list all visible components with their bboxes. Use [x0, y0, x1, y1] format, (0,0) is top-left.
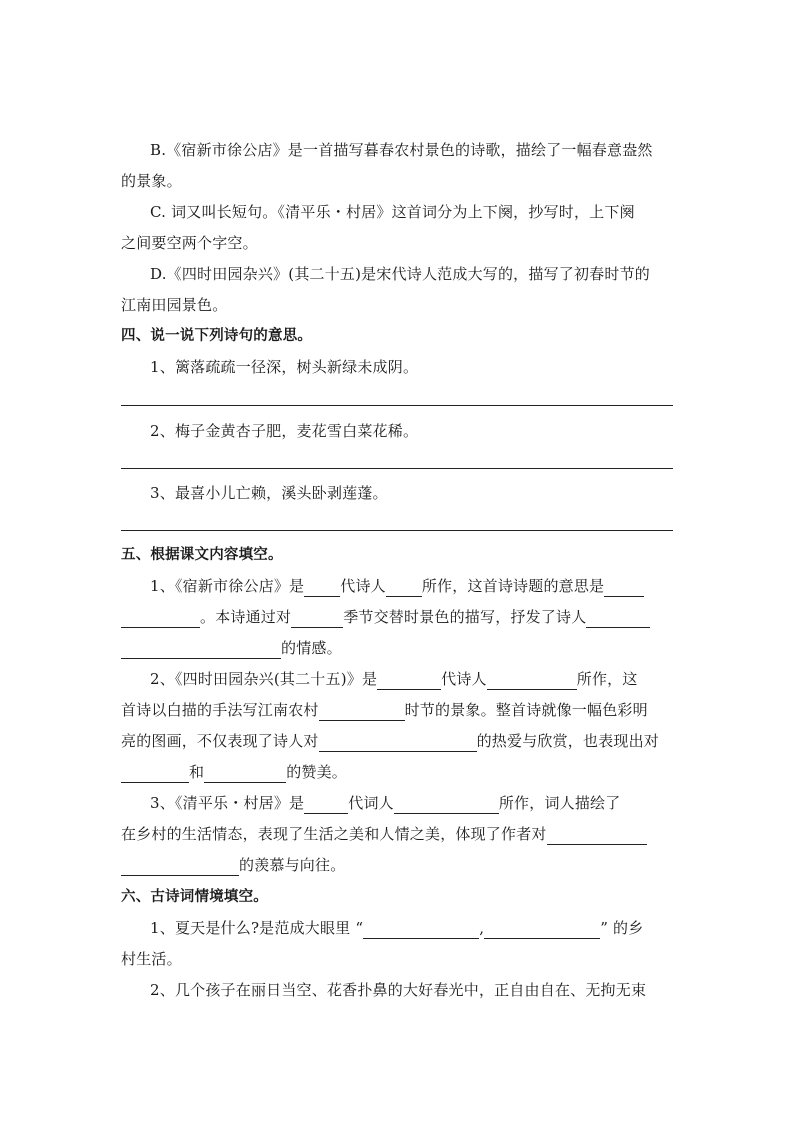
fill-blank[interactable]	[487, 671, 577, 690]
text: 的赞美。	[286, 763, 348, 781]
text: ,	[479, 919, 485, 937]
option-c-line-1: C. 词又叫长短句。《清平乐・村居》这首词分为上下阕，抄写时，上下阕	[150, 203, 635, 221]
text: 的情感。	[281, 639, 342, 657]
fill-blank[interactable]	[484, 920, 600, 939]
section-4-heading: 四、说一说下列诗句的意思。	[121, 327, 313, 344]
section-5-q1-line-1	[150, 575, 644, 597]
fill-blank[interactable]	[204, 764, 286, 783]
text: 在乡村的生活情态，表现了生活之美和人情之美，体现了作者对	[121, 825, 547, 843]
option-d-line-1: D.《四时田园杂兴》(其二十五)是宋代诗人范成大写的，描写了初春时节的	[150, 265, 650, 283]
fill-blank[interactable]	[547, 826, 647, 845]
answer-line-3[interactable]	[121, 530, 673, 531]
text: 季节交替时景色的描写，抒发了诗人	[343, 608, 587, 626]
text: 亮的图画，不仅表现了诗人对	[121, 732, 319, 750]
section-4-question-2: 2、梅子金黄杏子肥，麦花雪白菜花稀。	[150, 422, 419, 440]
fill-blank[interactable]	[319, 733, 477, 752]
text: 所作，这首诗诗题的意思是	[421, 577, 605, 595]
text: 的热爱与欣赏，也表现出对	[476, 732, 660, 750]
fill-blank[interactable]	[386, 578, 422, 597]
option-c-line-2: 之间要空两个字空。	[121, 234, 258, 252]
text: 代诗人	[441, 670, 487, 688]
section-6-q2-line-1: 2、几个孩子在丽日当空、花香扑鼻的大好春光中，正自由自在、无拘无束	[150, 981, 647, 999]
text: 所作，词人描绘了	[498, 794, 621, 812]
section-5-q2-line-3	[121, 730, 659, 752]
fill-blank[interactable]	[363, 920, 479, 939]
text: 代词人	[348, 794, 394, 812]
text: 。本诗通过对	[200, 608, 292, 626]
fill-blank[interactable]	[291, 609, 343, 628]
fill-blank[interactable]	[319, 702, 405, 721]
fill-blank[interactable]	[304, 578, 340, 597]
section-6-q1-line-2: 村生活。	[121, 950, 182, 968]
text: 首诗以白描的手法写江南农村	[121, 701, 319, 719]
text: 和	[189, 763, 205, 781]
fill-blank[interactable]	[377, 671, 441, 690]
section-4-question-1: 1、篱落疏疏一径深，树头新绿未成阴。	[150, 358, 419, 376]
fill-blank[interactable]	[121, 609, 200, 628]
section-6-q1-line-1	[150, 917, 643, 939]
text: 1、夏天是什么?是范成大眼里 “	[150, 919, 364, 937]
text: 2、《四时田园杂兴(其二十五)》是	[150, 670, 378, 688]
section-5-q3-line-1	[150, 792, 620, 814]
option-d-line-2: 江南田园景色。	[121, 296, 228, 314]
text: 1、《宿新市徐公店》是	[150, 577, 305, 595]
section-4-question-3: 3、最喜小儿亡赖，溪头卧剥莲蓬。	[150, 484, 388, 502]
text: 的羡慕与向往。	[239, 856, 346, 874]
text: 时节的景象。整首诗就像一幅色彩明	[404, 701, 648, 719]
section-5-q3-line-2	[121, 823, 647, 845]
fill-blank[interactable]	[121, 640, 281, 659]
section-5-q1-line-2	[121, 606, 650, 628]
answer-line-1[interactable]	[121, 405, 673, 406]
fill-blank[interactable]	[394, 795, 499, 814]
option-b-line-2: 的景象。	[121, 172, 182, 190]
text: 3、《清平乐・村居》是	[150, 794, 305, 812]
answer-line-2[interactable]	[121, 468, 673, 469]
option-b-line-1: B.《宿新市徐公店》是一首描写暮春农村景色的诗歌，描绘了一幅春意盎然	[150, 141, 653, 159]
section-5-q3-line-3	[121, 854, 345, 876]
text: ” 的乡	[600, 919, 644, 937]
fill-blank[interactable]	[586, 609, 650, 628]
section-5-q1-line-3	[121, 637, 342, 659]
section-5-q2-line-2	[121, 699, 648, 721]
text: 所作，这	[576, 670, 638, 688]
fill-blank[interactable]	[604, 578, 644, 597]
section-5-heading: 五、根据课文内容填空。	[121, 546, 283, 563]
text: 代诗人	[340, 577, 386, 595]
fill-blank[interactable]	[121, 764, 189, 783]
fill-blank[interactable]	[304, 795, 348, 814]
section-5-q2-line-1	[150, 668, 638, 690]
fill-blank[interactable]	[121, 857, 239, 876]
section-6-heading: 六、古诗词情境填空。	[121, 888, 268, 905]
section-5-q2-line-4	[121, 761, 347, 783]
